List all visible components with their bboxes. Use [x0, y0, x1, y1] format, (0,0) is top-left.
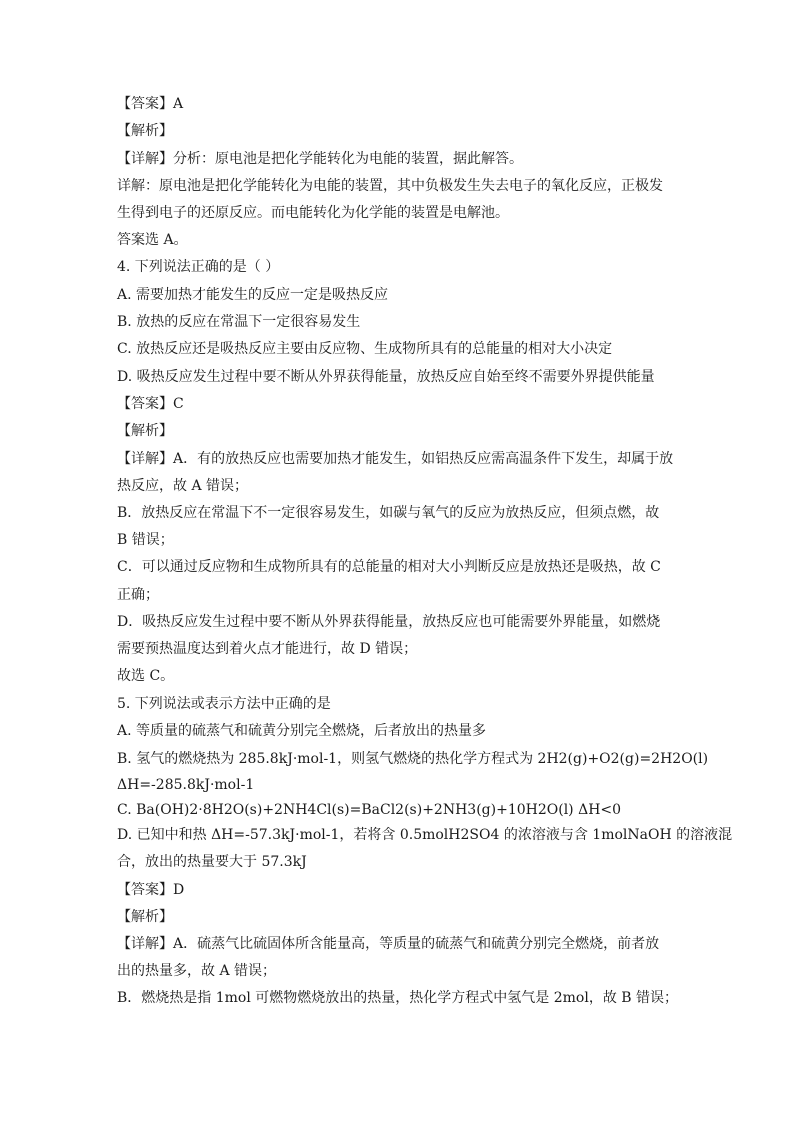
- q5-detail-line-3: B．燃烧热是指 1mol 可燃物燃烧放出的热量，热化学方程式中氢气是 2mol，故 B 错误；: [117, 990, 679, 1006]
- q5-detail-line-2: 出的热量多，故 A 错误；: [117, 963, 277, 979]
- q4-detail-line-7: D．吸热反应发生过程中要不断从外界获得能量，放热反应也可能需要外界能量，如燃烧: [117, 614, 661, 630]
- q4-option-b: B. 放热的反应在常温下一定很容易发生: [117, 314, 361, 330]
- q4-option-a: A. 需要加热才能发生的反应一定是吸热反应: [117, 287, 389, 303]
- q3-detail-line-4: 答案选 A。: [117, 232, 188, 248]
- q4-detail-line-1: 【详解】A．有的放热反应也需要加热才能发生，如铝热反应需高温条件下发生，却属于放: [117, 451, 674, 467]
- q4-detail-line-9: 故选 C。: [117, 668, 175, 684]
- q5-option-a: A. 等质量的硫蒸气和硫黄分别完全燃烧，后者放出的热量多: [117, 723, 487, 739]
- q5-detail-line-1: 【详解】A．硫蒸气比硫固体所含能量高，等质量的硫蒸气和硫黄分别完全燃烧，前者放: [117, 936, 660, 952]
- q4-option-d: D. 吸热反应发生过程中要不断从外界获得能量，放热反应自始至终不需要外界提供能量: [117, 369, 655, 385]
- q4-analysis-heading: 【解析】: [117, 423, 173, 439]
- q5-option-c: C. Ba(OH)2·8H2O(s)+2NH4Cl(s)=BaCl2(s)+2NH3(g)+10H2O(l) ΔH<0: [117, 802, 622, 818]
- q3-detail-line-3: 生得到电子的还原反应。而电能转化为化学能的装置是电解池。: [117, 205, 509, 221]
- q4-option-c: C. 放热反应还是吸热反应主要由反应物、生成物所具有的总能量的相对大小决定: [117, 341, 613, 357]
- q3-answer: 【答案】A: [117, 96, 184, 112]
- q4-stem: 4. 下列说法正确的是（ ）: [117, 259, 280, 275]
- q4-answer: 【答案】C: [117, 396, 184, 412]
- q4-detail-line-8: 需要预热温度达到着火点才能进行，故 D 错误；: [117, 641, 418, 657]
- q5-stem: 5. 下列说法或表示方法中正确的是: [117, 696, 331, 712]
- q4-detail-line-3: B．放热反应在常温下不一定很容易发生，如碳与氧气的反应为放热反应，但须点燃，故: [117, 505, 660, 521]
- q5-option-b-line-2: ΔH=-285.8kJ·mol-1: [117, 777, 255, 793]
- q4-detail-line-5: C．可以通过反应物和生成物所具有的总能量的相对大小判断反应是放热还是吸热，故 C: [117, 559, 661, 575]
- q3-detail-line-2: 详解：原电池是把化学能转化为电能的装置，其中负极发生失去电子的氧化反应，正极发: [117, 178, 663, 194]
- q5-option-b-line-1: B. 氢气的燃烧热为 285.8kJ·mol-1，则氢气燃烧的热化学方程式为 2H2(g)+O2(g)=2H2O(l): [117, 751, 709, 767]
- q3-detail-line-1: 【详解】分析：原电池是把化学能转化为电能的装置，据此解答。: [117, 151, 523, 167]
- q3-analysis-heading: 【解析】: [117, 123, 173, 139]
- q5-option-d-line-2: 合，放出的热量要大于 57.3kJ: [117, 854, 307, 870]
- q5-analysis-heading: 【解析】: [117, 909, 173, 925]
- q5-answer: 【答案】D: [117, 882, 185, 898]
- q4-detail-line-4: B 错误；: [117, 532, 174, 548]
- q4-detail-line-2: 热反应，故 A 错误；: [117, 478, 249, 494]
- q5-option-d-line-1: D. 已知中和热 ΔH=-57.3kJ·mol-1，若将含 0.5molH2SO4 的浓溶液与含 1molNaOH 的溶液混: [117, 827, 733, 843]
- q4-detail-line-6: 正确；: [117, 587, 159, 603]
